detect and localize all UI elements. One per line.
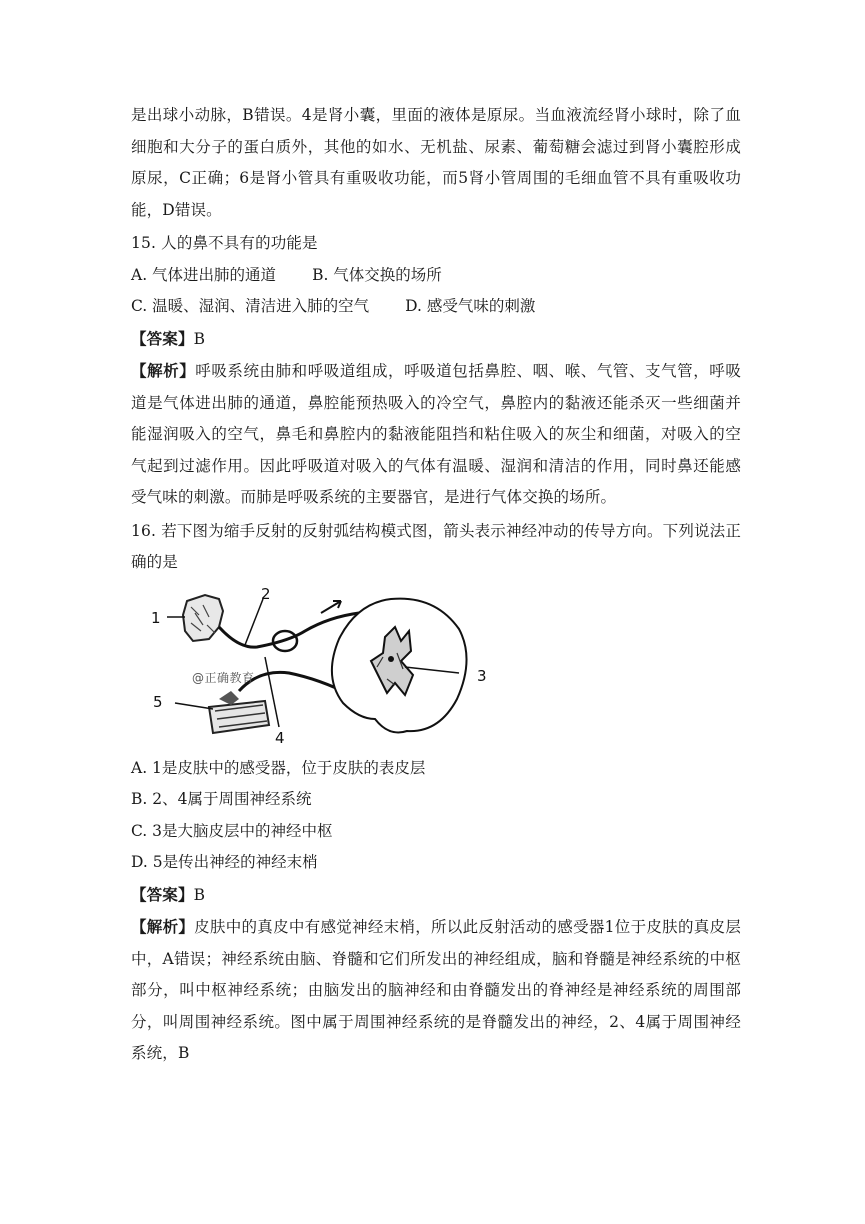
- figure-label-2: 2: [261, 584, 271, 603]
- question-15-stem: 15. 人的鼻不具有的功能是: [131, 234, 318, 252]
- q15-option-c: C. 温暖、湿润、清洁进入肺的空气: [131, 297, 370, 315]
- spinal-cord-shape: [332, 598, 467, 732]
- figure-label-3: 3: [477, 666, 487, 685]
- q16-option-d: D. 5是传出神经的神经末梢: [131, 853, 318, 871]
- q16-answer-value: B: [193, 885, 206, 904]
- q15-option-d: D. 感受气味的刺激: [405, 297, 536, 315]
- question-15-options-row-1: [131, 260, 741, 292]
- page-content: [131, 100, 741, 1070]
- q15-answer-tag: 【答案】: [131, 328, 194, 348]
- q15-analysis-tag: 【解析】: [131, 361, 196, 380]
- q16-option-a: A. 1是皮肤中的感受器，位于皮肤的表皮层: [131, 758, 426, 777]
- figure-label-4: 4: [275, 728, 285, 747]
- continuation-paragraph: 是出球小动脉，B错误。4是肾小囊，里面的液体是原尿。当血液流经肾小球时，除了血细胞和大分子的蛋白质外，其他的如水、无机盐、尿素、葡萄糖会滤过到肾小囊腔形成原尿，C正确；6是肾小管具有重吸收功能，而5肾小管周围的毛细血管不具有重吸收功能，D错误。: [131, 106, 741, 219]
- figure-label-5: 5: [153, 692, 163, 711]
- q16-answer: [131, 879, 741, 912]
- skin-receptor-shape: [183, 595, 223, 641]
- q15-analysis: [131, 355, 741, 514]
- muscle-effector-shape: [209, 691, 269, 733]
- reflex-arc-figure: [139, 584, 509, 747]
- question-15-options-row-2: [131, 291, 741, 323]
- question-16-stem: 16. 若下图为缩手反射的反射弧结构模式图，箭头表示神经冲动的传导方向。下列说法正确的是: [131, 521, 741, 571]
- q16-analysis-text: 皮肤中的真皮中有感觉神经末梢，所以此反射活动的感受器1位于皮肤的真皮层中，A错误；神经系统由脑、脊髓和它们所发出的神经组成，脑和脊髓是神经系统的中枢部分，叫中枢神经系统；由脑发出的脑神经和由脊髓发出的脊神经是神经系统的周围部分，叫周围神经系统。图中属于周围神经系统的是脊髓发出的神经，2、4属于周围神经系统，B: [131, 918, 741, 1062]
- q15-analysis-text: 呼吸系统由肺和呼吸道组成，呼吸道包括鼻腔、咽、喉、气管、支气管，呼吸道是气体进出肺的通道，鼻腔能预热吸入的冷空气，鼻腔内的黏液还能杀灭一些细菌并能湿润吸入的空气，鼻毛和鼻腔内的黏液能阻挡和粘住吸入的灰尘和细菌，对吸入的空气起到过滤作用。因此呼吸道对吸入的气体有温暖、湿润和清洁的作用，同时鼻还能感受气味的刺激。而肺是呼吸系统的主要器官，是进行气体交换的场所。: [131, 362, 741, 506]
- figure-label-1: 1: [151, 608, 161, 627]
- q16-answer-tag: 【答案】: [131, 884, 194, 904]
- q16-analysis: [131, 911, 741, 1070]
- q15-option-b: B. 气体交换的场所: [312, 265, 442, 284]
- watermark-text: @正确教育: [192, 670, 255, 685]
- reflex-arc-diagram: [139, 584, 509, 747]
- q15-option-a: A. 气体进出肺的通道: [131, 265, 277, 284]
- q15-answer-value: B: [193, 329, 206, 348]
- q16-analysis-tag: 【解析】: [131, 917, 195, 936]
- q16-option-c: C. 3是大脑皮层中的神经中枢: [131, 821, 333, 840]
- q15-answer: [131, 323, 741, 356]
- q16-option-b: B. 2、4属于周围神经系统: [131, 790, 312, 808]
